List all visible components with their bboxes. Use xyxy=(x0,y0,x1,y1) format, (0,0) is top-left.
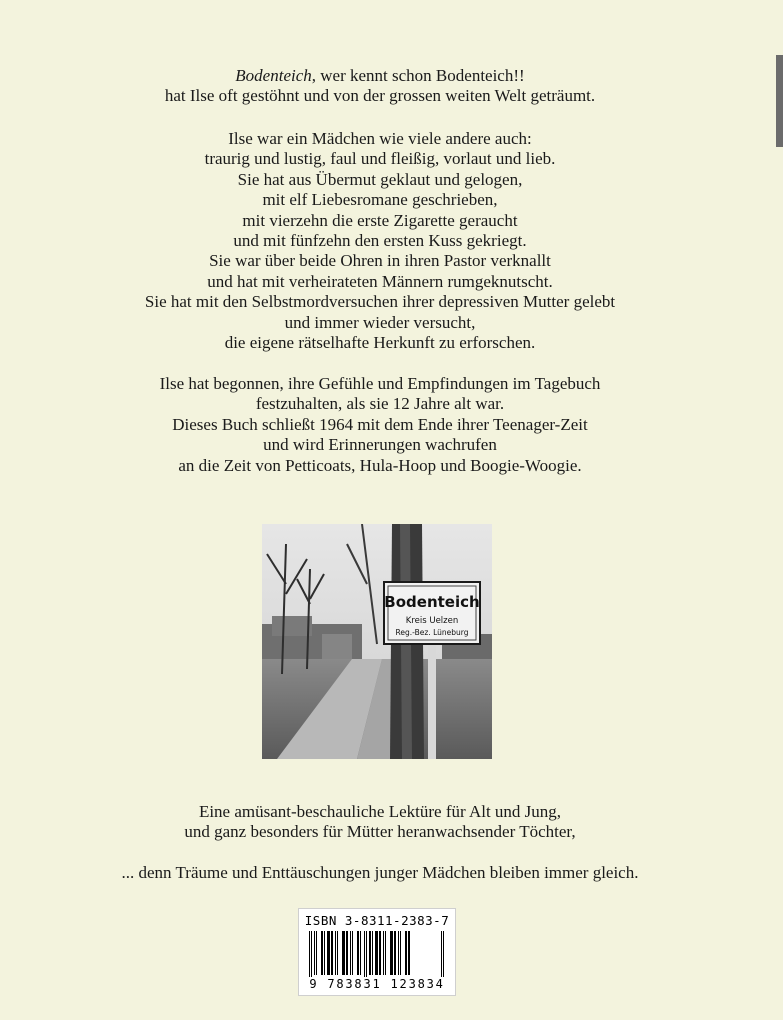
intro-text xyxy=(0,66,760,107)
barcode-bar xyxy=(441,931,442,979)
barcode-bar xyxy=(364,931,365,979)
intro-line-2: hat Ilse oft gestöhnt und von der grossen weiten Welt geträumt. xyxy=(164,86,596,106)
edge-photo-strip xyxy=(776,55,783,147)
barcode-bar xyxy=(405,931,407,975)
diary-line: Ilse hat begonnen, ihre Gefühle und Empfindungen im Tagebuch xyxy=(159,374,601,393)
story-line: Ilse war ein Mädchen wie viele andere auch: xyxy=(228,129,532,148)
diary-line: an die Zeit von Petticoats, Hula-Hoop und Boogie-Woogie. xyxy=(178,455,582,475)
story-line: Sie hat mit den Selbstmordversuchen ihrer depressiven Mutter gelebt xyxy=(144,292,616,312)
barcode-bar xyxy=(443,931,444,979)
story-line: die eigene rätselhafte Herkunft zu erforschen. xyxy=(224,333,536,353)
barcode-bar xyxy=(385,931,386,975)
town-sign-photo xyxy=(262,524,492,759)
town-name-italic: Bodenteich xyxy=(235,66,312,85)
ending-text: ... denn Träume und Enttäuschungen junger Mädchen bleiben immer gleich. xyxy=(121,863,639,882)
barcode-bar xyxy=(321,931,323,975)
isbn-barcode xyxy=(298,908,456,996)
story-line: Sie war über beide Ohren in ihren Pastor verknallt xyxy=(209,251,551,271)
sign-town-name: Bodenteich xyxy=(384,593,480,611)
story-line: traurig und lustig, faul und fleißig, vorlaut und lieb. xyxy=(204,149,556,169)
barcode-bar xyxy=(309,931,310,979)
story-line: und hat mit verheirateten Männern rumgeknutscht. xyxy=(207,271,553,291)
closing-line: und ganz besonders für Mütter heranwachsender Töchter, xyxy=(184,822,576,842)
story-line: mit vierzehn die erste Zigarette geraucht xyxy=(242,210,518,230)
diary-line: Dieses Buch schließt 1964 mit dem Ende ihrer Teenager-Zeit xyxy=(172,414,588,434)
story-line: und immer wieder versucht, xyxy=(284,312,476,332)
barcode-bar xyxy=(369,931,371,975)
story-line: mit elf Liebesromane geschrieben, xyxy=(262,190,498,210)
diary-line: und wird Erinnerungen wachrufen xyxy=(263,435,497,455)
barcode-bar xyxy=(337,931,338,975)
barcode-bars xyxy=(307,931,447,979)
closing-line: Eine amüsant-beschauliche Lektüre für Alt und Jung, xyxy=(198,802,562,821)
barcode-bar xyxy=(311,931,312,979)
ean-digits: 9 783831 123834 xyxy=(299,977,455,991)
barcode-bar xyxy=(394,931,396,975)
barcode-bar xyxy=(352,931,353,975)
story-paragraph xyxy=(0,129,760,353)
barcode-bar xyxy=(316,931,317,975)
diary-line: festzuhalten, als sie 12 Jahre alt war. xyxy=(255,394,505,414)
town-sign-photo-illustration xyxy=(262,524,492,759)
diary-paragraph xyxy=(0,374,760,476)
story-line: und mit fünfzehn den ersten Kuss gekriegt. xyxy=(233,231,527,251)
barcode-bar xyxy=(360,931,361,975)
barcode-bar xyxy=(357,931,359,975)
ending-line xyxy=(0,863,760,883)
barcode-bar xyxy=(400,931,401,975)
barcode-bar xyxy=(390,931,393,975)
isbn-label: ISBN 3-8311-2383-7 xyxy=(304,913,450,928)
barcode-bar xyxy=(314,931,315,975)
barcode-bar xyxy=(331,931,333,975)
barcode-bar xyxy=(408,931,410,975)
barcode-bar xyxy=(342,931,345,975)
barcode-bar xyxy=(324,931,325,975)
barcode-bar xyxy=(327,931,330,975)
story-line: Sie hat aus Übermut geklaut und gelogen, xyxy=(237,169,523,189)
intro-line-1: Bodenteich, wer kennt schon Bodenteich!! xyxy=(235,66,525,85)
barcode-bar xyxy=(375,931,378,975)
sign-region: Reg.-Bez. Lüneburg xyxy=(395,628,469,637)
barcode-bar xyxy=(346,931,348,975)
barcode-bar xyxy=(398,931,399,975)
barcode-bar xyxy=(335,931,336,975)
barcode-bar xyxy=(379,931,381,975)
closing-paragraph xyxy=(0,802,760,843)
barcode-bar xyxy=(350,931,351,975)
sign-district: Kreis Uelzen xyxy=(405,616,459,626)
barcode-bar xyxy=(383,931,384,975)
barcode-bar xyxy=(366,931,367,979)
barcode-bar xyxy=(372,931,373,975)
